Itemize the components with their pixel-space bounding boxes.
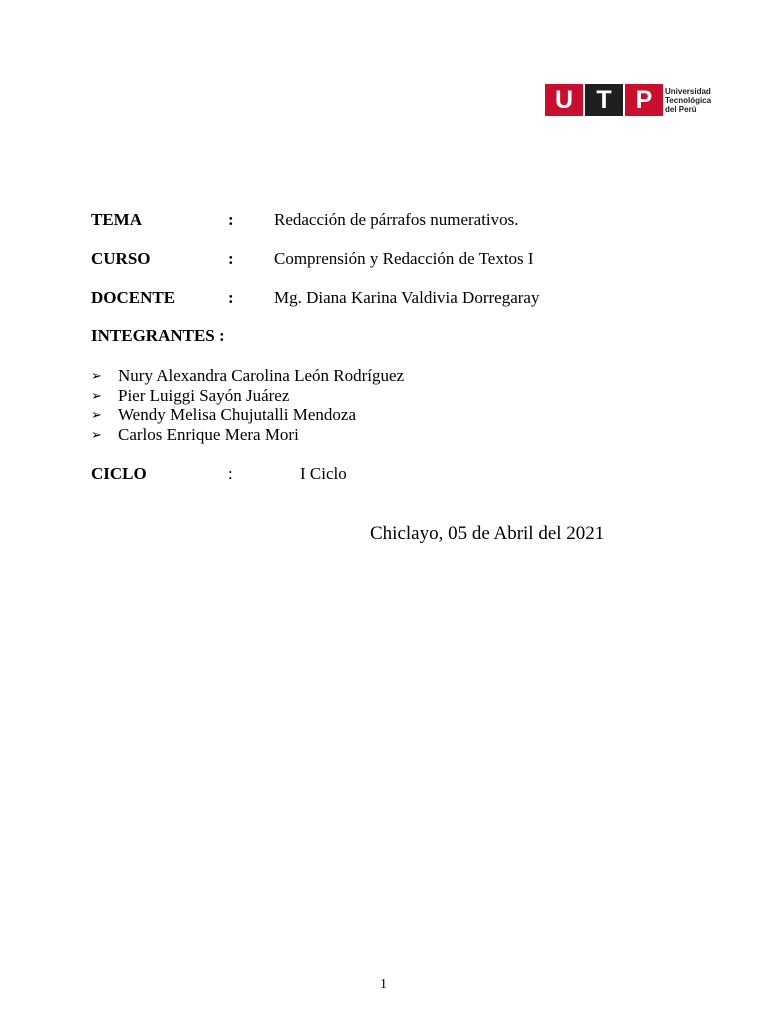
- curso-label: CURSO: [91, 249, 151, 268]
- docente-value: Mg. Diana Karina Valdivia Dorregaray: [274, 288, 540, 307]
- ciclo-value: I Ciclo: [300, 464, 347, 483]
- logo-university-name: [665, 87, 711, 114]
- logo-line-1: Universidad: [665, 87, 711, 96]
- tema-colon: :: [228, 210, 234, 229]
- tema-value: Redacción de párrafos numerativos.: [274, 210, 519, 229]
- list-item: [91, 386, 404, 406]
- curso-colon: :: [228, 249, 234, 268]
- list-item: [91, 405, 404, 425]
- ciclo-colon: :: [228, 464, 233, 483]
- logo-letter-p: P: [625, 84, 663, 116]
- member-name: Nury Alexandra Carolina León Rodríguez: [118, 366, 405, 385]
- member-name: Carlos Enrique Mera Mori: [118, 425, 299, 445]
- list-item: [91, 425, 404, 445]
- arrow-bullet-icon: ➢: [91, 428, 102, 444]
- place-date: Chiclayo, 05 de Abril del 2021: [370, 523, 605, 544]
- integrantes-title: INTEGRANTES :: [91, 326, 225, 345]
- ciclo-label: CICLO: [91, 464, 147, 483]
- members-list: [91, 366, 404, 445]
- member-name: Pier Luiggi Sayón Juárez: [118, 385, 290, 405]
- logo-line-2: Tecnológica: [665, 96, 712, 105]
- member-name: Wendy Melisa Chujutalli Mendoza: [118, 405, 356, 425]
- curso-value: Comprensión y Redacción de Textos I: [274, 249, 534, 268]
- list-item: [91, 366, 404, 386]
- page-number: 1: [380, 977, 387, 992]
- docente-colon: :: [228, 288, 234, 307]
- arrow-bullet-icon: ➢: [91, 388, 102, 404]
- docente-label: DOCENTE: [91, 288, 176, 307]
- arrow-bullet-icon: ➢: [91, 369, 102, 384]
- utp-logo: [545, 84, 725, 118]
- logo-letter-u: U: [545, 84, 583, 116]
- logo-letter-t: T: [585, 84, 623, 116]
- tema-label: TEMA: [91, 210, 142, 229]
- logo-line-3: del Perú: [665, 105, 697, 114]
- arrow-bullet-icon: ➢: [91, 408, 102, 424]
